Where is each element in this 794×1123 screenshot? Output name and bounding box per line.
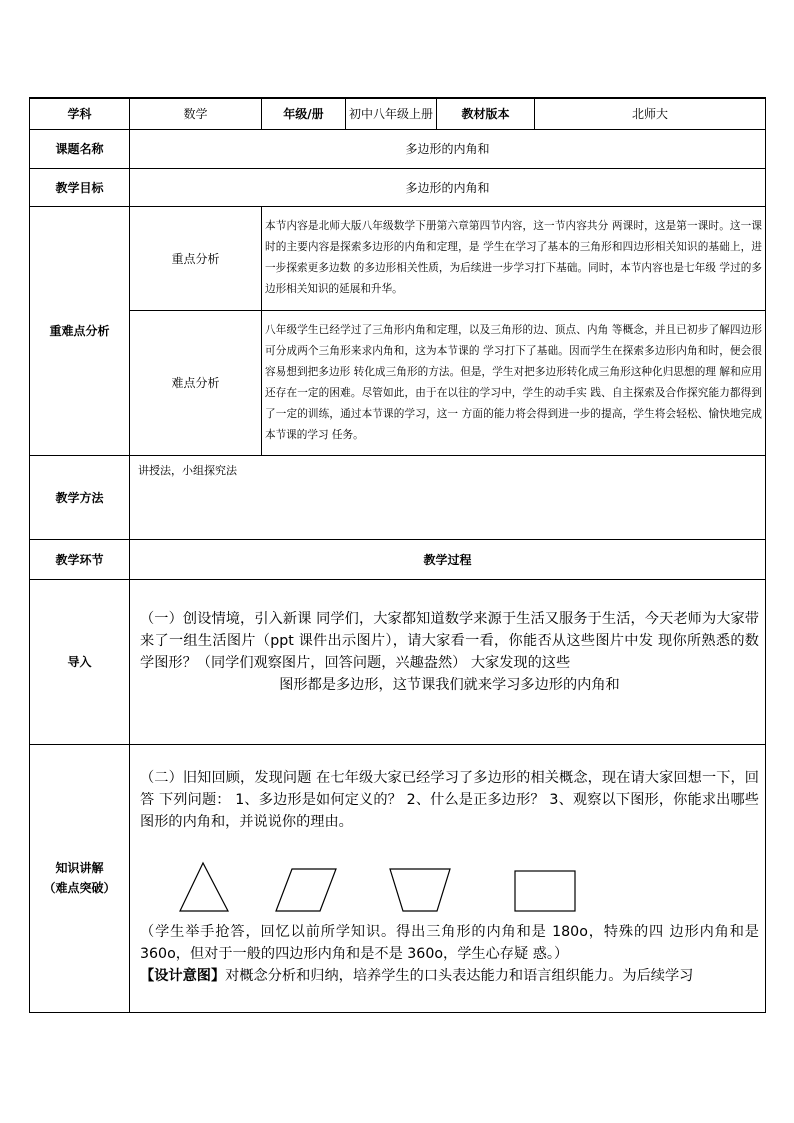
stage-label: 教学环节 — [30, 539, 130, 579]
grade-label: 年级/册 — [262, 98, 346, 129]
subject-label: 学科 — [30, 98, 130, 129]
edition-value: 北师大 — [535, 98, 766, 129]
intro-label: 导入 — [30, 579, 130, 744]
triangle-shape — [180, 863, 228, 911]
knowledge-label-line1: 知识讲解 — [55, 861, 104, 875]
difficult-analysis-label: 难点分析 — [130, 310, 262, 455]
method-label: 教学方法 — [30, 455, 130, 539]
knowledge-label-line2: （难点突破） — [43, 881, 116, 895]
lesson-plan-document — [29, 97, 765, 1013]
design-intent — [140, 965, 759, 987]
knowledge-answer: （学生举手抢答，回忆以前所学知识。得出三角形的内角和是 180o，特殊的四 边形内角和是 360o，但对于一般的四边形内角和是不是 360o，学生心存疑 惑。） — [140, 923, 759, 962]
polygon-figures-svg — [140, 841, 760, 921]
title-label: 课题名称 — [30, 129, 130, 168]
subject-value: 数学 — [130, 98, 262, 129]
knowledge-label — [30, 744, 130, 1012]
key-analysis-label: 重点分析 — [130, 206, 262, 310]
parallelogram-shape — [276, 869, 336, 911]
lesson-plan-table — [29, 97, 766, 1013]
trapezoid-shape — [390, 869, 450, 911]
grade-value: 初中八年级上册 — [346, 98, 437, 129]
goal-value: 多边形的内角和 — [130, 168, 766, 206]
title-value: 多边形的内角和 — [130, 129, 766, 168]
key-analysis-text: 本节内容是北师大版八年级数学下册第六章第四节内容，这一节内容共分 两课时，这是第一课时。这一课时的主要内容是探索多边形的内角和定理，是 学生在学习了基本的三角形和四边形相关知识的基础上，进一步探索更多边数 的多边形相关性质，为后续进一步学习打下基础。同时，本节内容也是七年级 学过的多边形相关知识的延展和升华。 — [262, 206, 766, 310]
difficult-analysis-text: 八年级学生已经学过了三角形内角和定理，以及三角形的边、顶点、内角 等概念，并且已初步了解四边形可分成两个三角形来求内角和，这为本节课的 学习打下了基础。因而学生在探索多边形内角和时，便会很容易想到把多边形 转化成三角形的方法。但是，学生对把多边形转化成三角形这种化归思想的理 解和应用还存在一定的困难。尽管如此，由于在以往的学习中，学生的动手实 践、自主探索及合作探究能力都得到了一定的训练，通过本节课的学习，这一 方面的能力将会得到进一步的提高，学生将会轻松、愉快地完成本节课的学习 任务。 — [262, 310, 766, 455]
polygon-figures — [140, 841, 759, 921]
goal-label: 教学目标 — [30, 168, 130, 206]
edition-label: 教材版本 — [437, 98, 535, 129]
analysis-label: 重难点分析 — [30, 206, 130, 455]
design-intent-text: 对概念分析和归纳，培养学生的口头表达能力和语言组织能力。为后续学习 — [225, 967, 694, 984]
rectangle-shape — [515, 871, 575, 911]
intro-text: （一）创设情境，引入新课 同学们，大家都知道数学来源于生活又服务于生活，今天老师为大家带来了一组生活图片（ppt 课件出示图片），请大家看一看，你能否从这些图片中发 现你所熟悉的数学图形？（同学们观察图片，回答问题，兴趣盎然） 大家发现的这些 — [140, 610, 759, 671]
knowledge-cell — [130, 744, 766, 1012]
knowledge-questions: （二）旧知回顾，发现问题 在七年级大家已经学习了多边形的相关概念，现在请大家回想一下，回答 下列问题： 1、多边形是如何定义的？ 2、什么是正多边形？ 3、观察以下图形，你能求出哪些图形的内角和，并说说你的理由。 — [140, 769, 759, 830]
process-label: 教学过程 — [130, 539, 766, 579]
intro-text-last: 图形都是多边形，这节课我们就来学习多边形的内角和 — [279, 676, 620, 693]
method-value: 讲授法，小组探究法 — [130, 455, 766, 539]
design-intent-tag: 【设计意图】 — [140, 967, 226, 984]
intro-cell — [130, 579, 766, 744]
